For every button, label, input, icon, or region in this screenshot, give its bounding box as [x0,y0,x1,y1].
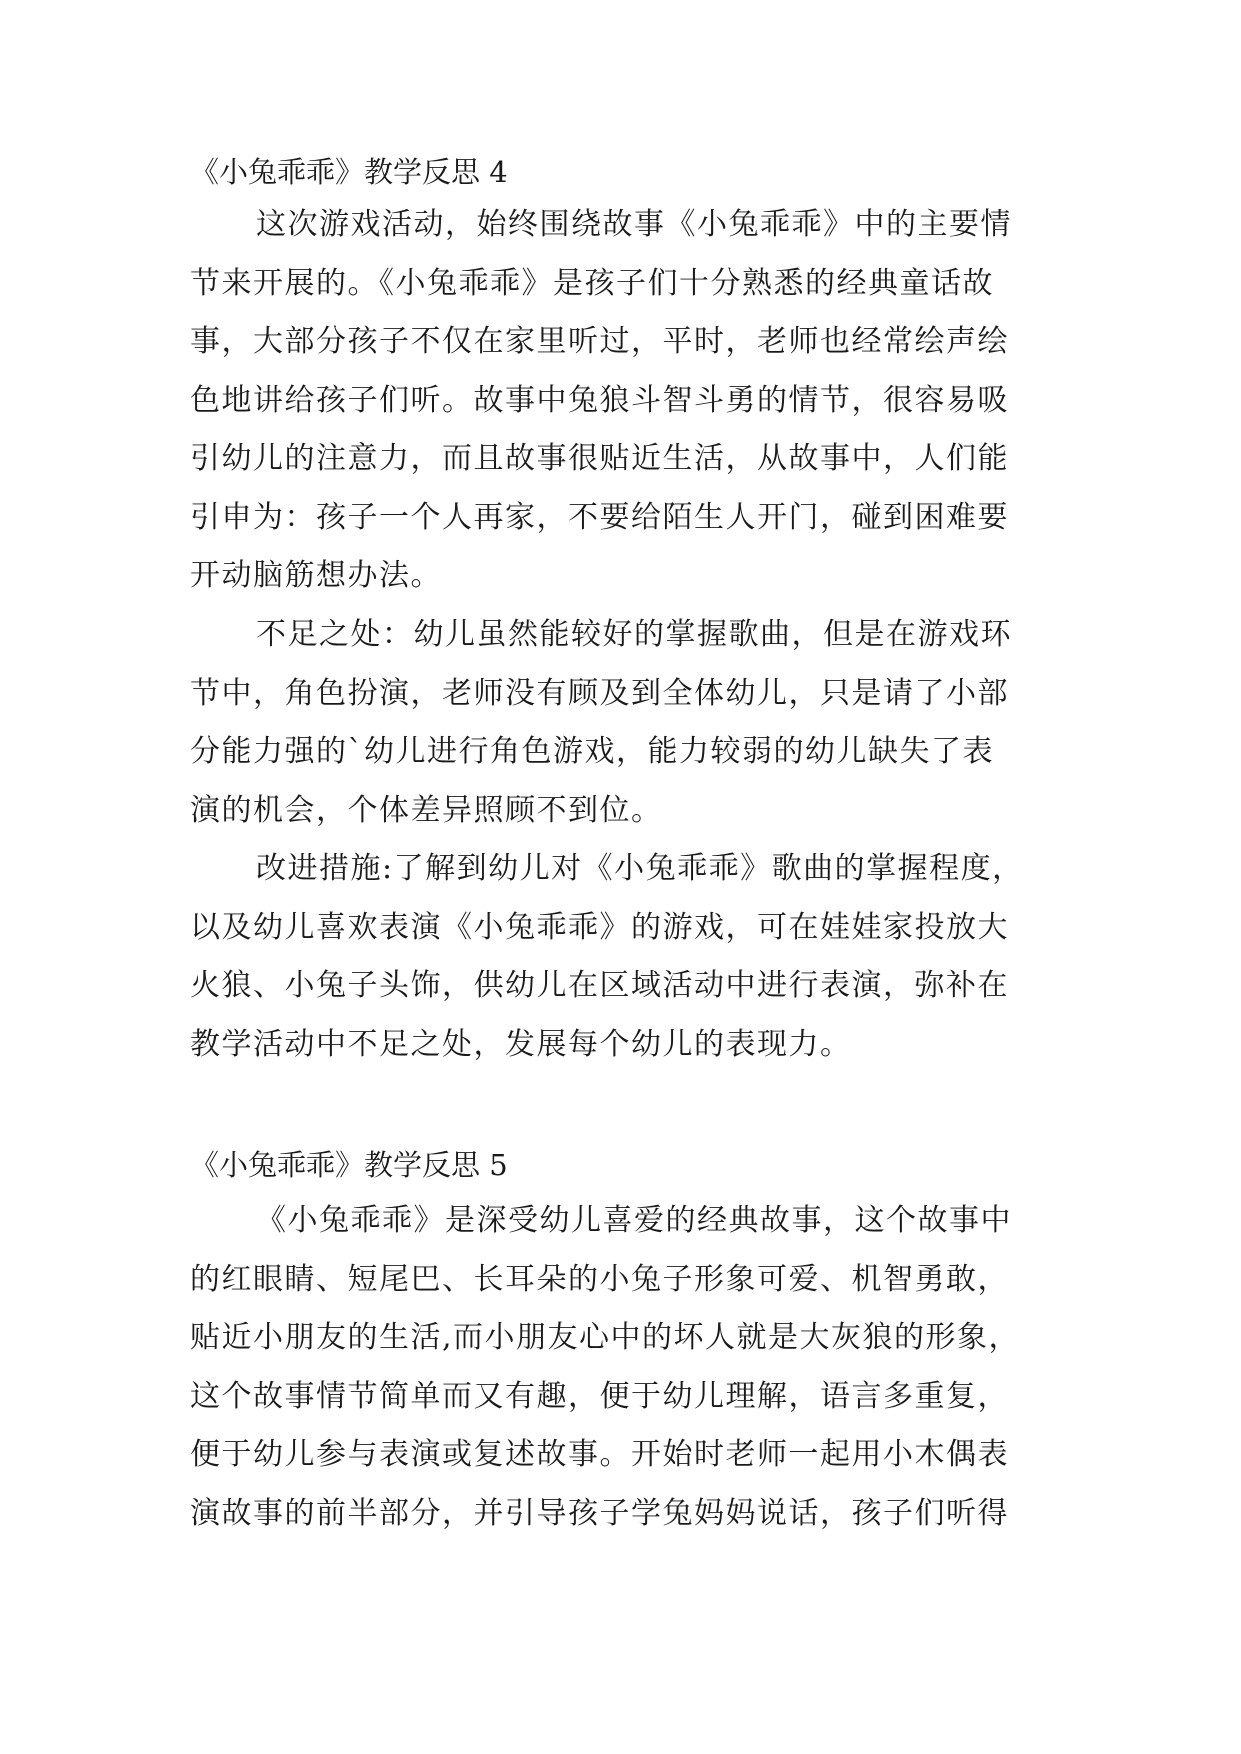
section-4-title: 《小兔乖乖》教学反思 4 [190,155,508,189]
section-4-paragraph-2 [190,606,1050,840]
section-5-title: 《小兔乖乖》教学反思 5 [190,1148,508,1182]
text-line: 不足之处：幼儿虽然能较好的掌握歌曲，但是在游戏环 [256,617,1012,652]
text-line: 演故事的前半部分，并引导孩子学兔妈妈说话，孩子们听得 [190,1495,1009,1531]
text-line: 节中，角色扮演，老师没有顾及到全体幼儿，只是请了小部 [190,675,1009,711]
text-line: 的红眼睛、短尾巴、长耳朵的小兔子形象可爱、机智勇敢， [190,1261,1009,1297]
text-line: 色地讲给孩子们听。故事中兔狼斗智斗勇的情节，很容易吸 [190,382,1009,418]
text-line: 这次游戏活动，始终围绕故事《小兔乖乖》中的主要情 [256,207,1012,242]
text-line: 以及幼儿喜欢表演《小兔乖乖》的游戏，可在娃娃家投放大 [190,909,1009,945]
text-line: 分能力强的`幼儿进行角色游戏，能力较弱的幼儿缺失了表 [190,734,994,769]
text-line: 改进措施:了解到幼儿对《小兔乖乖》歌曲的掌握程度， [256,851,1024,886]
text-line: 贴近小朋友的生活,而小朋友心中的坏人就是大灰狼的形象， [190,1320,1021,1355]
text-line: 引幼儿的注意力，而且故事很贴近生活，从故事中，人们能 [190,441,1009,476]
text-line: 演的机会，个体差异照顾不到位。 [190,792,663,828]
text-line: 开动脑筋想办法。 [190,558,442,593]
section-4-paragraph-3 [190,840,1050,1074]
text-line: 事，大部分孩子不仅在家里听过，平时，老师也经常绘声绘 [190,324,1009,359]
text-line: 引申为：孩子一个人再家，不要给陌生人开门，碰到困难要 [190,499,1009,535]
text-line: 教学活动中不足之处，发展每个幼儿的表现力。 [190,1026,852,1062]
text-line: 节来开展的。《小兔乖乖》是孩子们十分熟悉的经典童话故 [190,265,994,301]
text-line: 便于幼儿参与表演或复述故事。开始时老师一起用小木偶表 [190,1437,1009,1472]
section-4-paragraph-1 [190,196,1050,606]
text-line: 《小兔乖乖》是深受幼儿喜爱的经典故事，这个故事中 [256,1203,1012,1238]
text-line: 火狼、小兔子头饰，供幼儿在区域活动中进行表演，弥补在 [190,968,1009,1003]
section-5-paragraph-1 [190,1192,1050,1543]
text-line: 这个故事情节简单而又有趣，便于幼儿理解，语言多重复， [190,1378,1009,1414]
